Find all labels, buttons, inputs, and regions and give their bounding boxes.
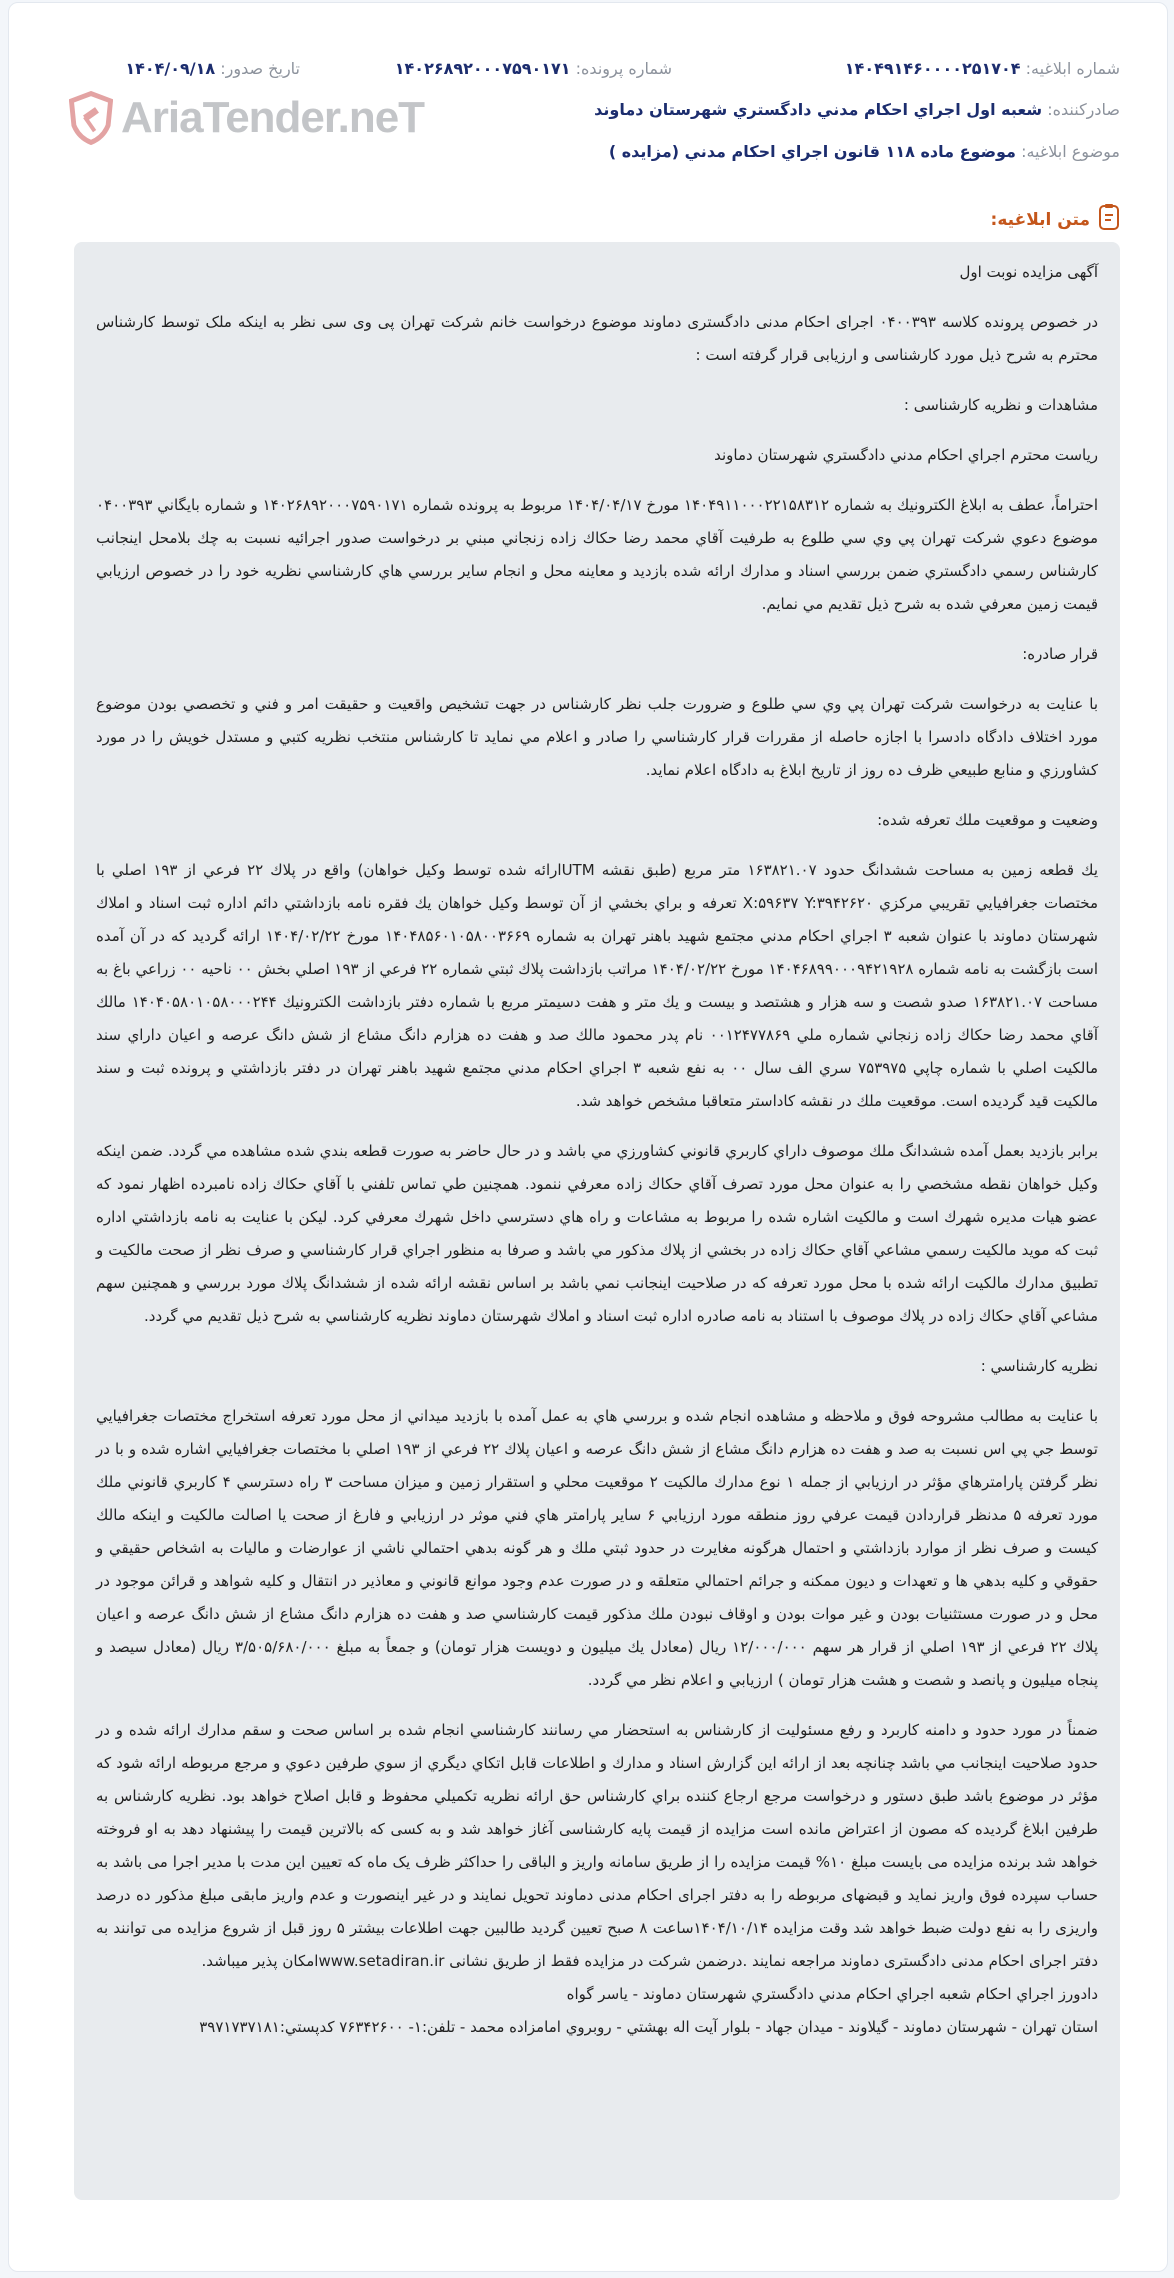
subject: [69, 142, 1120, 161]
watermark-text: AriaTender.neT: [121, 93, 425, 142]
signature-line: دادورز اجراي احكام شعبه اجراي احكام مدني دادگستري شهرستان دماوند - ياسر گواه: [566, 1985, 1098, 2003]
paragraph: يك قطعه زمين به مساحت ششدانگ حدود ۱۶۳۸۲۱.۰۷ متر مربع (طبق نقشه UTMارائه شده توسط وكيل خواهان) واقع در پلاك ۲۲ فرعي از ۱۹۳ اصلي با مختصات جغرافيايي تقريبي مركزي X:۵۹۶۳۷ Y:۳۹۴۲۶۲۰ تعرفه و براي بخشي از آن توسط وكيل خواهان يك فقره نامه بازداشتي دائم اداره ثبت اسناد و املاك شهرستان دماوند با عنوان شعبه ۳ اجراي احكام مدني مجتمع شهيد باهنر تهران به شماره ۱۴۰۴۸۵۶۰۱۰۵۸۰۰۳۶۶۹ مورخ ۱۴۰۴/۰۲/۲۲ ارائه گرديد كه در آن آمده است بازگشت به نامه شماره ۱۴۰۴۶۸۹۹۰۰۰۹۴۲۱۹۲۸ مورخ ۱۴۰۴/۰۲/۲۲ مراتب بازداشت پلاك ثبتي شماره ۲۲ فرعي از ۱۹۳ اصلي بخش ۰۰ ناحيه ۰۰ زراعي باغ به مساحت ۱۶۳۸۲۱.۰۷ صدو شصت و سه هزار و هشتصد و بيست و يك متر و هفت دسيمتر مربع با شماره دفتر بازداشت الكترونيك ۱۴۰۴۰۵۸۰۱۰۵۸۰۰۰۲۴۴ مالك آقاي محمد رضا حكاك زاده زنجاني شماره ملي ۰۰۱۲۴۷۷۸۶۹ نام پدر محمود مالك صد و هفت ده هزارم دانگ مشاع از شش دانگ عرصه و اعيان داراي سند مالكيت اصلي با شماره چاپي ۷۵۳۹۷۵ سري الف سال ۰۰ به نفع شعبه ۳ اجراي احكام مدني مجتمع شهيد باهنر تهران در دفتر بازداشتي و پرونده ثبت و سند مالكيت قيد گرديده است. موقعيت ملك در نقشه كاداستر متعاقبا مشخص خواهد شد.: [96, 861, 1099, 1110]
notice-meta-row: [69, 59, 1120, 83]
notice-number-value: ۱۴۰۴۹۱۴۶۰۰۰۰۲۵۱۷۰۴: [844, 59, 1021, 78]
paragraph: با عنايت به مطالب مشروحه فوق و ملاحظه و مشاهده انجام شده و بررسي هاي به عمل آمده با بازديد ميداني از محل مورد تعرفه استخراج مختصات جغرافيايي توسط جي پي اس نسبت به صد و هفت ده هزارم دانگ مشاع از شش دانگ عرصه و اعيان پلاك ۲۲ فرعي از ۱۹۳ اصلي با مختصات جغرافيايي اشاره شده و با در نظر گرفتن پارامترهاي مؤثر در ارزيابي از جمله ۱ نوع مدارك مالكيت ۲ موقعيت محلي و استقرار زمين و ميزان مساحت ۳ راه دسترسي ۴ كاربري قانوني ملك مورد تعرفه ۵ مدنظر قراردادن قيمت عرفي روز منطقه مورد ارزيابي ۶ ساير پارامتر هاي فني موثر در ارزيابي و فارغ از صحت يا اصالت مالكيت و اينكه مالك كيست و صرف نظر از موارد بازداشتي و احتمال هرگونه مغايرت در حدود ثبتي ملك و هر گونه بدهي احتمالي ناشي از عوارضات و ماليات به اشخاص حقيقي و حقوقي و كليه بدهي ها و تعهدات و ديون ممكنه و جرائم احتمالي متعلقه و در صورت عدم وجود موانع قانوني و معاذير در انتقال و كليه شواهد و قرائن موجود در محل و در صورت مستثنيات بودن و غير موات بودن و اوقاف نبودن ملك مذكور قيمت كارشناسي صد و هفت ده هزارم دانگ مشاع از شش دانگ عرصه و اعيان پلاك ۲۲ فرعي از ۱۹۳ اصلي از قرار هر سهم ۱۲/۰۰۰/۰۰۰ ريال (معادل يك ميليون و دويست هزار تومان) و جمعاً به مبلغ ۳/۵۰۵/۶۸۰/۰۰۰ ريال (معادل سيصد و پنجاه ميليون و پانصد و شصت و هشت هزار تومان ) ارزيابي و اعلام نظر مي گردد.: [96, 1407, 1099, 1689]
paragraph: ریاست محترم اجراي احكام مدني دادگستري شهرستان دماوند: [714, 446, 1098, 464]
notice-body: [74, 242, 1120, 2200]
address-line: استان تهران - شهرستان دماوند - گيلاوند - ميدان جهاد - بلوار آيت اله بهشتي - روبروي امامزاده محمد - تلفن:۱- ۷۶۳۴۲۶۰۰ كدپستي:۳۹۷۱۷۳۷۱۸۱: [199, 2018, 1098, 2036]
paragraph-heading: قرار صادره:: [1022, 645, 1098, 663]
case-number-value: ۱۴۰۲۶۸۹۲۰۰۰۷۵۹۰۱۷۱: [394, 59, 571, 78]
issue-date-value: ۱۴۰۴/۰۹/۱۸: [125, 59, 216, 78]
issue-date: [125, 59, 300, 78]
issuer-value: شعبه اول اجراي احكام مدني دادگستري شهرستان دماوند: [594, 100, 1043, 119]
issue-date-label: تاریخ صدور:: [220, 59, 300, 78]
section-title: [991, 203, 1120, 236]
notice-number-label: شماره ابلاغیه:: [1025, 59, 1120, 78]
paragraph-heading: نظريه كارشناسي :: [980, 1357, 1098, 1375]
paragraph-heading: مشاهدات و نظریه کارشناسی :: [903, 396, 1098, 414]
subject-value: موضوع ماده ۱۱۸ قانون اجراي احكام مدني (مزايده ): [608, 142, 1016, 161]
paragraph-heading: وضعيت و موقعيت ملك تعرفه شده:: [877, 811, 1098, 829]
paragraph: ضمناً در مورد حدود و دامنه كاربرد و رفع مسئوليت از كارشناس به استحضار مي رسانند كارشناسي انجام شده بر اساس صحت و سقم مدارك ارائه شده و در حدود صلاحيت اينجانب مي باشد چنانچه بعد از ارائه اين گزارش اسناد و مدارك و اطلاعات قابل اتكاي ديگري از سوي طرفين دعوي و مرجع مربوطه ارائه شود كه مؤثر در موضوع باشد طبق دستور و درخواست مرجع ارجاع كننده براي كارشناس حق ارائه نظريه تكميلي محفوظ و قابل اصلاح خواهد بود. نظریه کارشناس به طرفین ابلاغ گردیده که مصون از اعتراض مانده است مزایده از قیمت پایه کارشناسی آغاز خواهد شد و به کسی که بالاترین قیمت را پیشنهاد دهد به او فروخته خواهد شد برنده مزایده می بایست مبلغ ۱۰% قیمت مزایده را از طریق سامانه واریز و الباقی را حداکثر ظرف یک ماه که تعیین این مدت با مدیر اجرا می باشد به حساب سپرده فوق واریز نماید و قبضهای مربوطه را به دفتر اجرای احکام مدنی دماوند تحویل نمایند و در غیر اینصورت و عدم واریز مابقی مبلغ مذکور ده درصد واریزی را به نفع دولت ضبط خواهد شد وقت مزایده ۱۴۰۴/۱۰/۱۴ساعت ۸ صبح تعیین گردید طالبین جهت اطلاعات بیشتر ۵ روز قبل از شروع مزایده می توانند به دفتر اجرای احکام مدنی دادگستری دماوند مراجعه نمایند .درضمن شرکت در مزایده فقط از طریق نشانی www.setadiran.irامکان پذیر میباشد.: [96, 1721, 1099, 1970]
issuer: [69, 100, 1120, 119]
case-number-label: شماره پرونده:: [575, 59, 672, 78]
case-number: [395, 59, 672, 78]
paragraph: برابر بازديد بعمل آمده ششدانگ ملك موصوف داراي كاربري قانوني كشاورزي مي باشد و در حال حاضر به صورت قطعه بندي شده مشاهده مي گردد. ضمن اينكه وكيل خواهان نقطه مشخصي را به عنوان محل مورد تصرف آقاي حكاك زاده معرفي ننمود. همچنين طي تماس تلفني با آقاي حكاك زاده نامبرده اظهار نمود كه عضو هيات مديره شهرك است و مالكيت اشاره شده را مربوط به مشاعات و راه هاي دسترسي داخل شهرك معرفي كرد. ليكن با عنايت به نامه بازداشتي اداره ثبت كه مويد مالكيت رسمي مشاعي آقاي حكاك زاده در بخشي از پلاك مذكور مي باشد و صرفا به منظور اجراي قرار كارشناسي و صرف نظر از صحت مالكيت و تطبيق مدارك مالكيت ارائه شده با محل مورد تعرفه كه در صلاحيت اينجانب نمي باشد بر اساس نقشه ارائه شده از ششدانگ پلاك مورد بررسي و همچنين سهم مشاعي آقاي حكاك زاده در پلاك موصوف با استناد به نامه صادره اداره ثبت اسناد و املاك شهرستان دماوند نظريه كارشناسي به شرح ذيل تقديم مي گردد.: [96, 1142, 1098, 1325]
notice-card: [8, 2, 1168, 2272]
paragraph: احتراماً، عطف به ابلاغ الكترونيك به شماره ۱۴۰۴۹۱۱۰۰۰۲۲۱۵۸۳۱۲ مورخ ۱۴۰۴/۰۴/۱۷ مربوط به پرونده شماره ۱۴۰۲۶۸۹۲۰۰۰۷۵۹۰۱۷۱ و شماره بايگاني ۰۴۰۰۳۹۳ موضوع دعوي شركت تهران پي وي سي طلوع به طرفيت آقاي محمد رضا حكاك زاده زنجاني مبني بر درخواست صدور اجرائيه نسبت به چك بلامحل اينجانب كارشناس رسمي دادگستري ضمن بررسي اسناد و مدارك ارائه شده بازديد و معاينه محل و انجام ساير بررسي هاي كارشناسي نظريه خود را در خصوص ارزيابي قيمت زمين معرفي شده به شرح ذيل تقديم مي نمايم.: [96, 496, 1098, 613]
paragraph: در خصوص پرونده کلاسه ۰۴۰۰۳۹۳ اجرای احکام مدنی دادگستری دماوند موضوع درخواست خانم شرکت تهران پی وی سی نظر به اینکه ملک توسط کارشناس محترم به شرح ذیل مورد کارشناسی و ارزیابی قرار گرفته است :: [96, 313, 1098, 364]
notice-number: [845, 59, 1120, 78]
paragraph: با عنايت به درخواست شركت تهران پي وي سي طلوع و ضرورت جلب نظر كارشناس در جهت تشخيص واقعيت و حقيقت امر و فني و تخصصي بودن موضوع مورد اختلاف دادگاه دادسرا با اجازه حاصله از مقررات قرار كارشناسي را صادر و اعلام مي نمايد تا كارشناس منتخب نظريه كتبي و مستدل خويش را در مورد كشاورزي و منابع طبيعي ظرف ده روز از تاريخ ابلاغ به دادگاه اعلام نمايد.: [96, 695, 1098, 779]
section-title-text: متن ابلاغیه:: [990, 209, 1090, 230]
subject-label: موضوع ابلاغیه:: [1021, 142, 1120, 161]
issuer-label: صادرکننده:: [1047, 100, 1120, 119]
document-icon: [1098, 203, 1120, 236]
paragraph-title: آگهی مزایده نوبت اول: [959, 263, 1098, 281]
